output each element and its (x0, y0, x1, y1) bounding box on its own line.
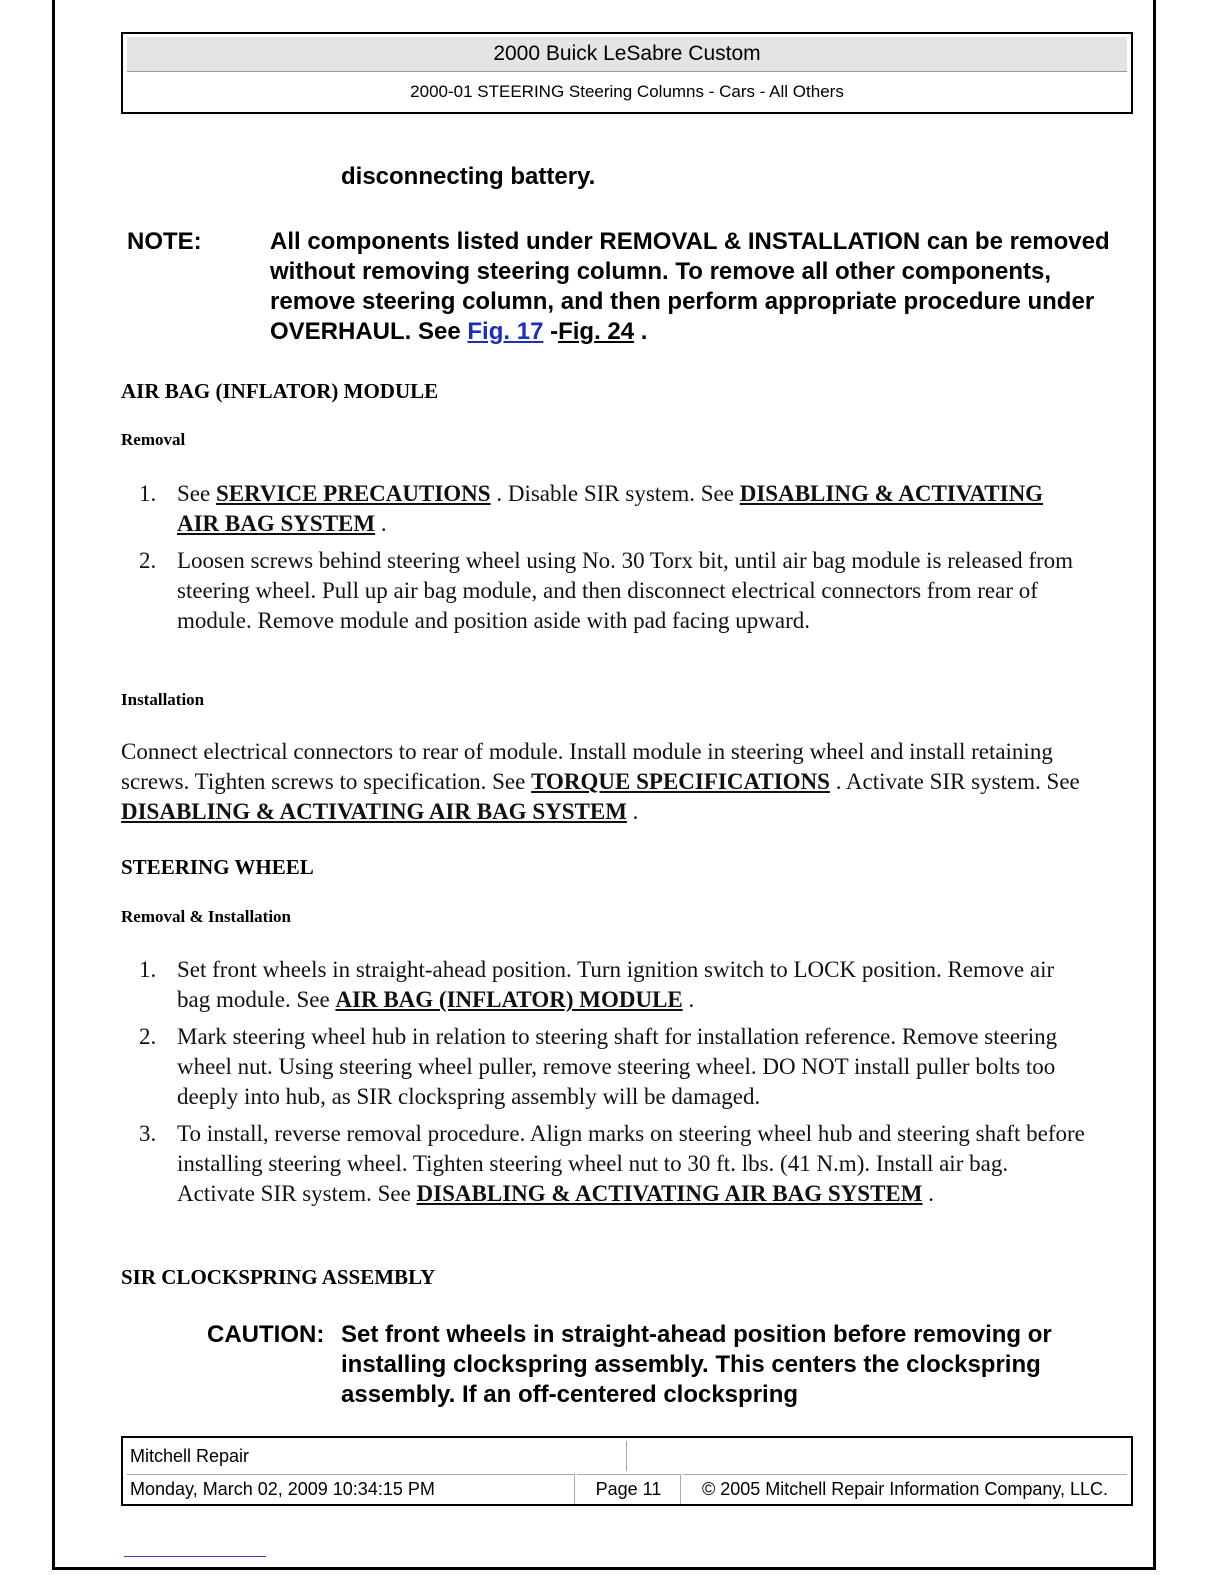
step-number: 2. (139, 548, 157, 573)
step-text: . (375, 511, 387, 536)
fig-24-link[interactable]: Fig. 24 (558, 318, 635, 345)
steering-wheel-steps (121, 955, 1086, 1216)
step-text: Loosen screws behind steering wheel using No. 30 Torx bit, until air bag module is released from steering wheel. Pull up air bag module, and then disconnect electrical connectors from rear of module. Remove module and position aside with pad facing upward. (177, 548, 1074, 633)
list-item (121, 479, 1081, 539)
note-end: . (634, 318, 648, 345)
air-bag-removal-steps (121, 479, 1081, 643)
section-subtitle: 2000-01 STEERING Steering Columns - Cars - All Others (410, 82, 844, 101)
steering-wheel-heading: STEERING WHEEL (121, 855, 314, 879)
disabling-airbag-link[interactable]: DISABLING & ACTIVATING AIR BAG SYSTEM (416, 1181, 923, 1206)
step-text: . (682, 987, 695, 1012)
disabling-airbag-link[interactable]: DISABLING & ACTIVATING AIR BAG SYSTEM (177, 481, 1044, 536)
installation-paragraph (121, 737, 1081, 827)
note-text (270, 227, 1120, 347)
fig-17-link[interactable]: Fig. 17 (467, 318, 544, 345)
step-text: See (177, 481, 216, 506)
removal-heading: Removal (121, 430, 186, 449)
footer-datetime: Monday, March 02, 2009 10:34:15 PM (127, 1474, 575, 1504)
paragraph-text: Connect electrical connectors to rear of module. Install module in steering wheel and install retaining screws. Tighten screws to specification. See (121, 739, 1053, 794)
step-text: . (922, 1181, 934, 1206)
caution-label: CAUTION: (207, 1321, 325, 1348)
list-item (121, 955, 1086, 1015)
step-number: 1. (139, 481, 157, 506)
document-header (121, 32, 1133, 114)
step-text: . Disable SIR system. See (490, 481, 740, 506)
paragraph-text: . Activate SIR system. See (829, 769, 1080, 794)
fig-separator: - (543, 318, 559, 345)
disabling-airbag-link[interactable]: DISABLING & ACTIVATING AIR BAG SYSTEM (121, 799, 627, 824)
torque-specifications-link[interactable]: TORQUE SPECIFICATIONS (531, 769, 830, 794)
paragraph-text: . (626, 799, 639, 824)
air-bag-module-link[interactable]: AIR BAG (INFLATOR) MODULE (335, 987, 683, 1012)
note-body: All components listed under REMOVAL & INSTALLATION can be removed without removing steering column. To remove all other components, remove steering column, and then perform appropriate procedure under OVERHAUL. See (270, 228, 1110, 345)
footer-copyright: © 2005 Mitchell Repair Information Company, LLC. (683, 1474, 1127, 1504)
step-text: Mark steering wheel hub in relation to steering shaft for installation reference. Remove steering wheel nut. Using steering wheel puller, remove steering wheel. DO NOT install puller bolts too deeply into hub, as SIR clockspring assembly will be damaged. (177, 1024, 1058, 1109)
service-precautions-link[interactable]: SERVICE PRECAUTIONS (215, 481, 491, 506)
document-footer (121, 1436, 1133, 1506)
step-number: 3. (139, 1121, 157, 1146)
vehicle-title: 2000 Buick LeSabre Custom (127, 37, 1127, 72)
battery-line: disconnecting battery. (341, 163, 596, 190)
list-item (121, 546, 1081, 636)
list-item (121, 1022, 1086, 1112)
footer-empty-cell (629, 1441, 1127, 1471)
note-label: NOTE: (127, 228, 202, 255)
air-bag-heading: AIR BAG (INFLATOR) MODULE (121, 379, 439, 403)
footer-company: Mitchell Repair (127, 1441, 627, 1471)
list-item (121, 1119, 1086, 1209)
footer-page-number: Page 11 (577, 1474, 681, 1504)
step-text: To install, reverse removal procedure. Align marks on steering wheel hub and steering shaft before installing steering wheel. Tighten steering wheel nut to 30 ft. lbs. (41 N.m). Install air bag. Activate SIR system. See (177, 1121, 1085, 1206)
clockspring-heading: SIR CLOCKSPRING ASSEMBLY (121, 1265, 436, 1289)
bottom-divider (124, 1556, 266, 1557)
installation-heading: Installation (121, 690, 205, 709)
removal-installation-heading: Removal & Installation (121, 907, 291, 926)
step-text: Set front wheels in straight-ahead position. Turn ignition switch to LOCK position. Remove air bag module. See (177, 957, 1055, 1012)
step-number: 2. (139, 1024, 157, 1049)
step-number: 1. (139, 957, 157, 982)
caution-text: Set front wheels in straight-ahead position before removing or installing clockspring assembly. This centers the clockspring assembly. If an off-centered clockspring (341, 1321, 1052, 1408)
